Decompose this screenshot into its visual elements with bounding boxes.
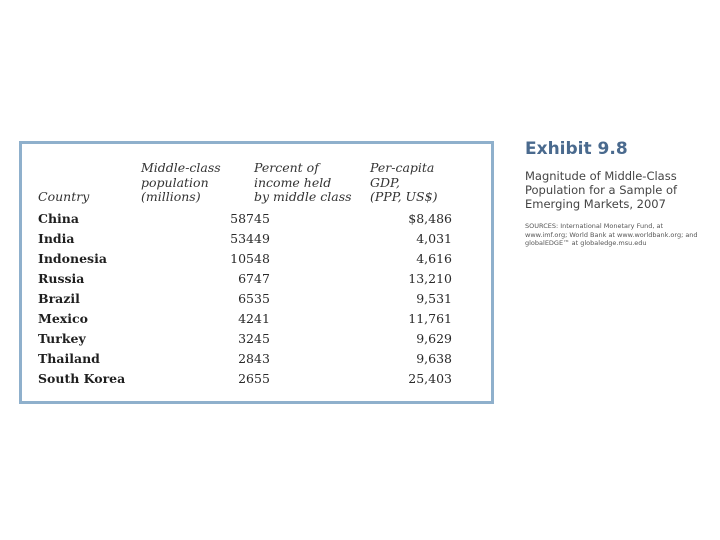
exhibit-sources: SOURCES: International Monetary Fund, at www.imf.org; World Bank at www.worldbank.org; and globalEDGE™ at globaledge.msu.edu	[525, 222, 698, 247]
cell-percent: 35	[254, 290, 270, 306]
cell-middle-class: 587	[230, 210, 254, 226]
cell-country: Thailand	[38, 350, 100, 366]
table-row	[38, 329, 452, 349]
cell-middle-class: 28	[238, 350, 254, 366]
cell-percent: 45	[254, 330, 270, 346]
cell-percent: 48	[254, 250, 270, 266]
header-line: population	[141, 174, 209, 190]
cell-country: Indonesia	[38, 250, 107, 266]
cell-gdp: 9,638	[416, 350, 452, 366]
table-row	[38, 209, 452, 229]
cell-country: Mexico	[38, 310, 88, 326]
cell-gdp: 11,761	[408, 310, 452, 326]
cell-gdp: 13,210	[408, 270, 452, 286]
cell-middle-class: 26	[238, 370, 254, 386]
cell-gdp: 9,629	[416, 330, 452, 346]
table-row	[38, 289, 452, 309]
exhibit-label: Exhibit 9.8	[525, 139, 628, 159]
cell-country: Russia	[38, 270, 85, 286]
table-row	[38, 309, 452, 329]
cell-percent: 49	[254, 230, 270, 246]
cell-country: Brazil	[38, 290, 80, 306]
exhibit-caption: Magnitude of Middle-Class Population for a Sample of Emerging Markets, 2007	[525, 169, 678, 211]
cell-gdp: $8,486	[408, 210, 452, 226]
header-middle-class-population	[141, 161, 254, 209]
cell-percent: 47	[254, 270, 270, 286]
header-percent-income	[254, 161, 370, 209]
cell-gdp: 4,616	[416, 250, 452, 266]
cell-gdp: 9,531	[416, 290, 452, 306]
middle-class-table	[38, 161, 452, 389]
table-row	[38, 369, 452, 389]
header-line: by middle class	[254, 189, 352, 204]
header-line: Per-capita GDP,	[370, 160, 435, 190]
cell-middle-class: 534	[230, 230, 254, 246]
cell-middle-class: 32	[238, 330, 254, 346]
header-line: (millions)	[141, 189, 201, 204]
cell-percent: 43	[254, 350, 270, 366]
cell-middle-class: 105	[230, 250, 254, 266]
table-row	[38, 249, 452, 269]
cell-percent: 45	[254, 210, 270, 226]
header-line: (PPP, US$)	[370, 189, 438, 204]
cell-gdp: 25,403	[408, 370, 452, 386]
header-per-capita-gdp	[370, 161, 452, 209]
cell-percent: 55	[254, 370, 270, 386]
header-country: Country	[38, 189, 90, 204]
cell-country: Turkey	[38, 330, 86, 346]
cell-middle-class: 42	[238, 310, 254, 326]
header-line: Percent of	[254, 160, 319, 175]
header-line: income held	[254, 174, 332, 190]
table-row	[38, 269, 452, 289]
cell-country: China	[38, 210, 79, 226]
cell-middle-class: 65	[238, 290, 254, 306]
cell-middle-class: 67	[238, 270, 254, 286]
header-line: Middle-class	[141, 160, 221, 175]
cell-percent: 41	[254, 310, 270, 326]
table-row	[38, 349, 452, 369]
cell-country: India	[38, 230, 75, 246]
cell-country: South Korea	[38, 370, 126, 386]
table-row	[38, 229, 452, 249]
data-table-frame	[19, 141, 494, 404]
table-header-row	[38, 161, 452, 209]
cell-gdp: 4,031	[416, 230, 452, 246]
